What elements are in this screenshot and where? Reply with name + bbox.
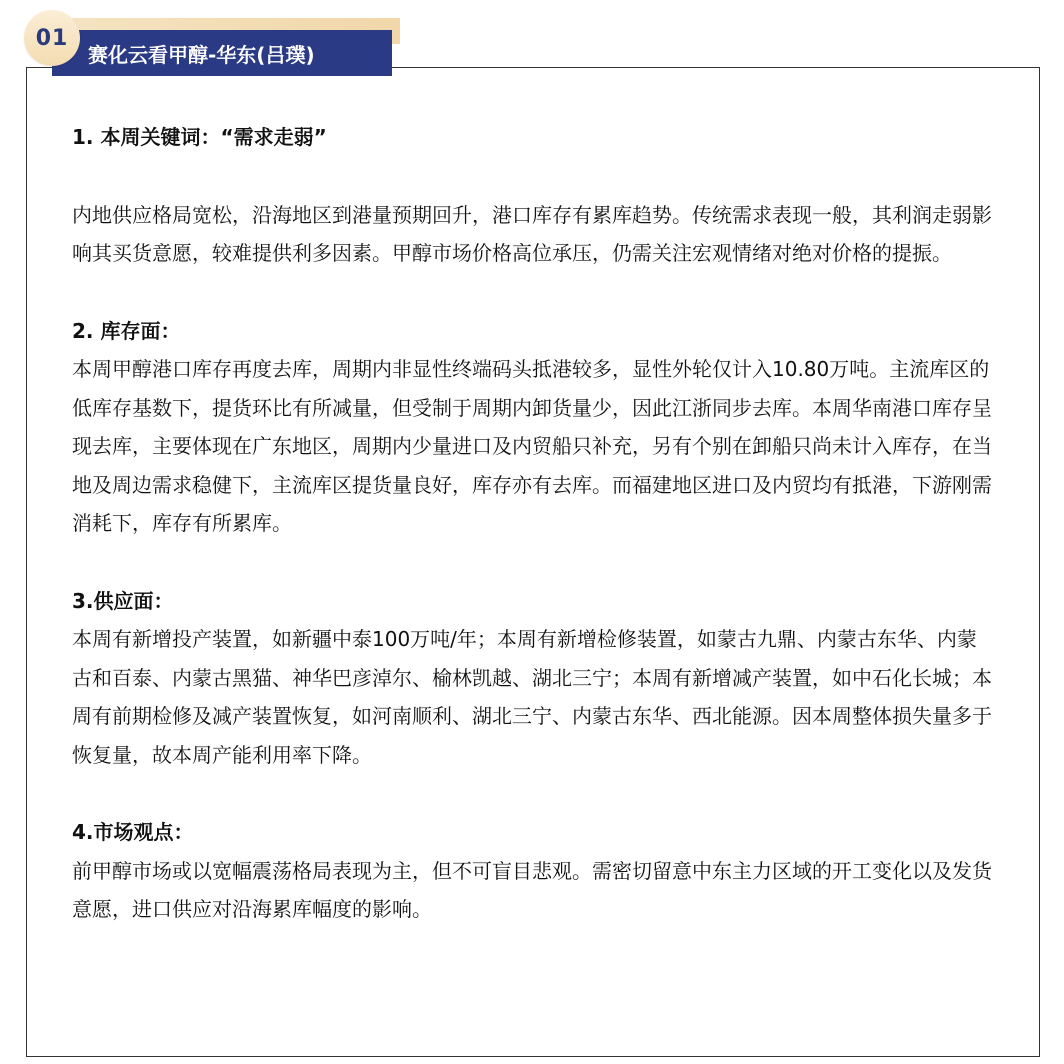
section-body-supply: 本周有新增投产装置，如新疆中泰100万吨/年；本周有新增检修装置，如蒙古九鼎、内蒙古东华、内蒙古和百泰、内蒙古黑猫、神华巴彦淖尔、榆林凯越、湖北三宁；本周有新增减产装置，如中石化长城；本周有前期检修及减产装置恢复，如河南顺利、湖北三宁、内蒙古东华、西北能源。因本周整体损失量多于恢复量，故本周产能利用率下降。 — [72, 627, 992, 767]
section-body-market-view: 前甲醇市场或以宽幅震荡格局表现为主，但不可盲目悲观。需密切留意中东主力区域的开工变化以及发货意愿，进口供应对沿海累库幅度的影响。 — [72, 858, 992, 921]
page-title: 赛化云看甲醇-华东(吕璞) — [88, 42, 315, 67]
section-heading-inventory: 2. 库存面： — [72, 318, 181, 343]
article-body — [72, 118, 992, 929]
section-heading-supply: 3.供应面： — [72, 588, 174, 613]
section-body-inventory: 本周甲醇港口库存再度去库，周期内非显性终端码头抵港较多，显性外轮仅计入10.80万吨。主流库区的低库存基数下，提货环比有所减量，但受制于周期内卸货量少，因此江浙同步去库。本周华南港口库存呈现去库，主要体现在广东地区，周期内少量进口及内贸船只补充，另有个别在卸船只尚未计入库存，在当地及周边需求稳健下，主流库区提货量良好，库存亦有去库。而福建地区进口及内贸均有抵港，下游刚需消耗下，库存有所累库。 — [72, 357, 992, 535]
title-bar — [52, 30, 392, 76]
section-heading-keywords: 1. 本周关键词：“需求走弱” — [72, 125, 327, 149]
section-heading-market-view: 4.市场观点： — [72, 820, 194, 844]
section-number: 01 — [35, 25, 69, 51]
section-number-badge — [24, 10, 80, 66]
section-body-keywords: 内地供应格局宽松，沿海地区到港量预期回升，港口库存有累库趋势。传统需求表现一般，其利润走弱影响其买货意愿，较难提供利多因素。甲醇市场价格高位承压，仍需关注宏观情绪对绝对价格的提振。 — [72, 202, 992, 265]
